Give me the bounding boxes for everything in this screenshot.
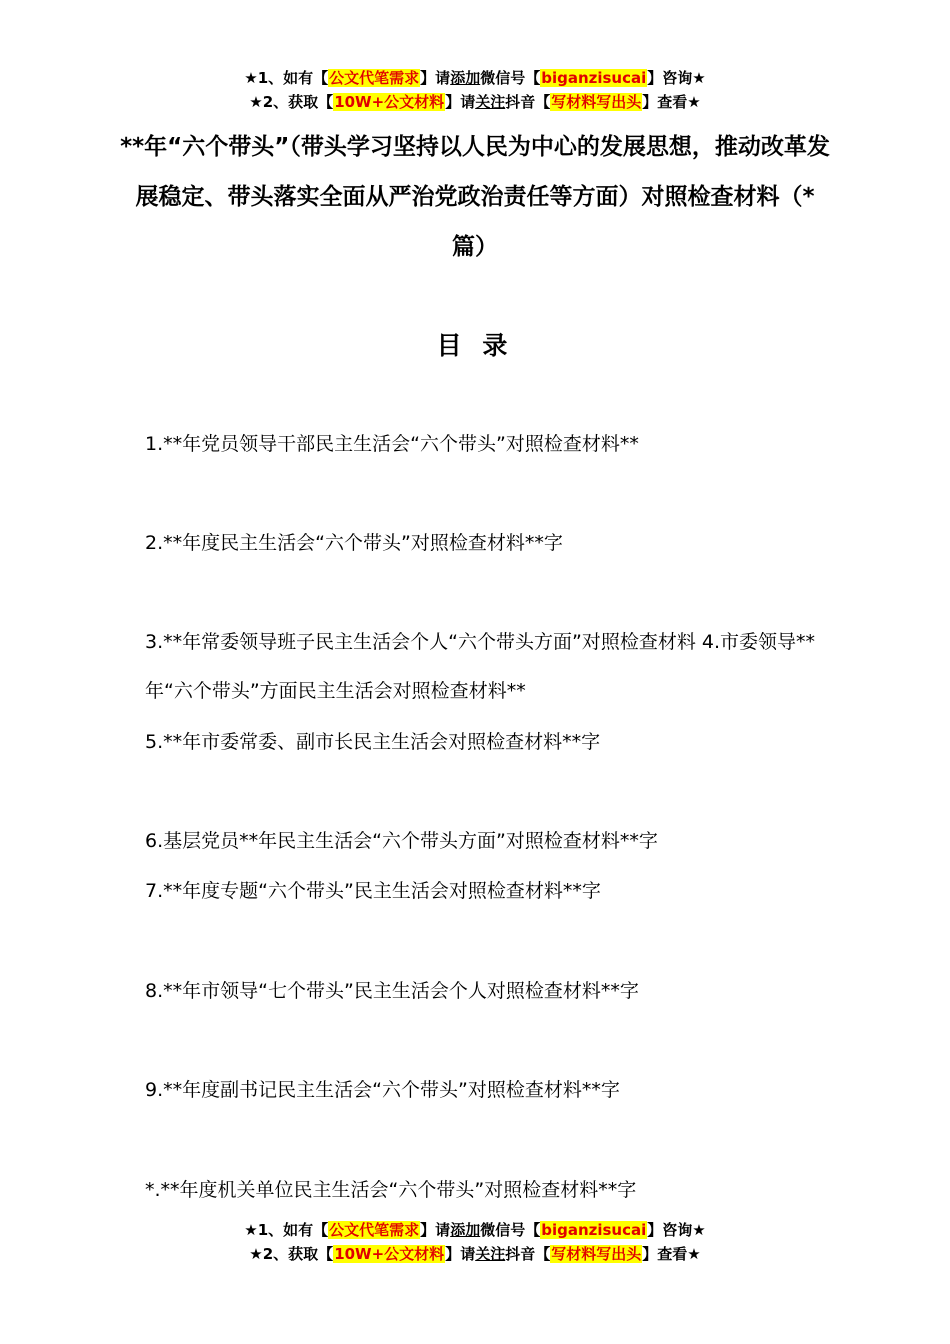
banner-text: 】请 bbox=[445, 93, 476, 111]
banner-text: 抖音【 bbox=[505, 93, 551, 111]
toc-item: 3.**年常委领导班子民主生活会个人“六个带头方面”对照检查材料 4.市委领导**年“六个带头”方面民主生活会对照检查材料** bbox=[145, 631, 815, 702]
banner-underlined: 关注 bbox=[475, 1245, 506, 1263]
bottom-banner bbox=[0, 1218, 950, 1266]
banner-underlined: 添加 bbox=[450, 1221, 481, 1239]
top-banner bbox=[0, 66, 950, 114]
toc-item: 5.**年市委常委、副市长民主生活会对照检查材料**字 bbox=[145, 731, 601, 753]
highlight-douyin: 写材料写出头 bbox=[551, 1245, 642, 1263]
highlight-douyin: 写材料写出头 bbox=[551, 93, 642, 111]
banner-underlined: 添加 bbox=[450, 69, 481, 87]
highlight-service: 公文代笔需求 bbox=[329, 69, 420, 87]
banner-underlined: 关注 bbox=[475, 93, 506, 111]
toc-item: 1.**年党员领导干部民主生活会“六个带头”对照检查材料** bbox=[145, 433, 639, 455]
toc-item: 6.基层党员**年民主生活会“六个带头方面”对照检查材料**字 bbox=[145, 830, 658, 852]
banner-text: 】咨询★ bbox=[647, 69, 706, 87]
highlight-service: 公文代笔需求 bbox=[329, 1221, 420, 1239]
toc-item: 8.**年市领导“七个带头”民主生活会个人对照检查材料**字 bbox=[145, 980, 639, 1002]
toc-heading: 目 录 bbox=[436, 331, 514, 360]
highlight-materials: 10W+公文材料 bbox=[334, 1245, 445, 1263]
banner-text: 微信号【 bbox=[480, 1221, 541, 1239]
document-title: **年“六个带头”（带头学习坚持以人民为中心的发展思想，推动改革发展稳定、带头落实全面从严治党政治责任等方面）对照检查材料（*篇） bbox=[120, 134, 830, 260]
toc-item: 2.**年度民主生活会“六个带头”对照检查材料**字 bbox=[145, 532, 563, 554]
banner-text: ★2、获取【 bbox=[249, 1245, 334, 1263]
highlight-wechat-id: biganzisucai bbox=[541, 1221, 647, 1239]
banner-text: 】查看★ bbox=[642, 93, 701, 111]
banner-line-2 bbox=[0, 90, 950, 114]
banner-text: 】请 bbox=[420, 69, 451, 87]
toc-item: 9.**年度副书记民主生活会“六个带头”对照检查材料**字 bbox=[145, 1079, 620, 1101]
banner-line-1 bbox=[0, 1218, 950, 1242]
banner-line-2 bbox=[0, 1242, 950, 1266]
banner-line-1 bbox=[0, 66, 950, 90]
banner-text: 抖音【 bbox=[505, 1245, 551, 1263]
banner-text: ★2、获取【 bbox=[249, 93, 334, 111]
banner-text: 】请 bbox=[420, 1221, 451, 1239]
banner-text: 】请 bbox=[445, 1245, 476, 1263]
banner-text: ★1、如有【 bbox=[244, 69, 329, 87]
banner-text: 】查看★ bbox=[642, 1245, 701, 1263]
toc-item: *.**年度机关单位民主生活会“六个带头”对照检查材料**字 bbox=[145, 1179, 637, 1201]
banner-text: 】咨询★ bbox=[647, 1221, 706, 1239]
banner-text: 微信号【 bbox=[480, 69, 541, 87]
highlight-materials: 10W+公文材料 bbox=[334, 93, 445, 111]
banner-text: ★1、如有【 bbox=[244, 1221, 329, 1239]
highlight-wechat-id: biganzisucai bbox=[541, 69, 647, 87]
toc-item: 7.**年度专题“六个带头”民主生活会对照检查材料**字 bbox=[145, 880, 601, 902]
